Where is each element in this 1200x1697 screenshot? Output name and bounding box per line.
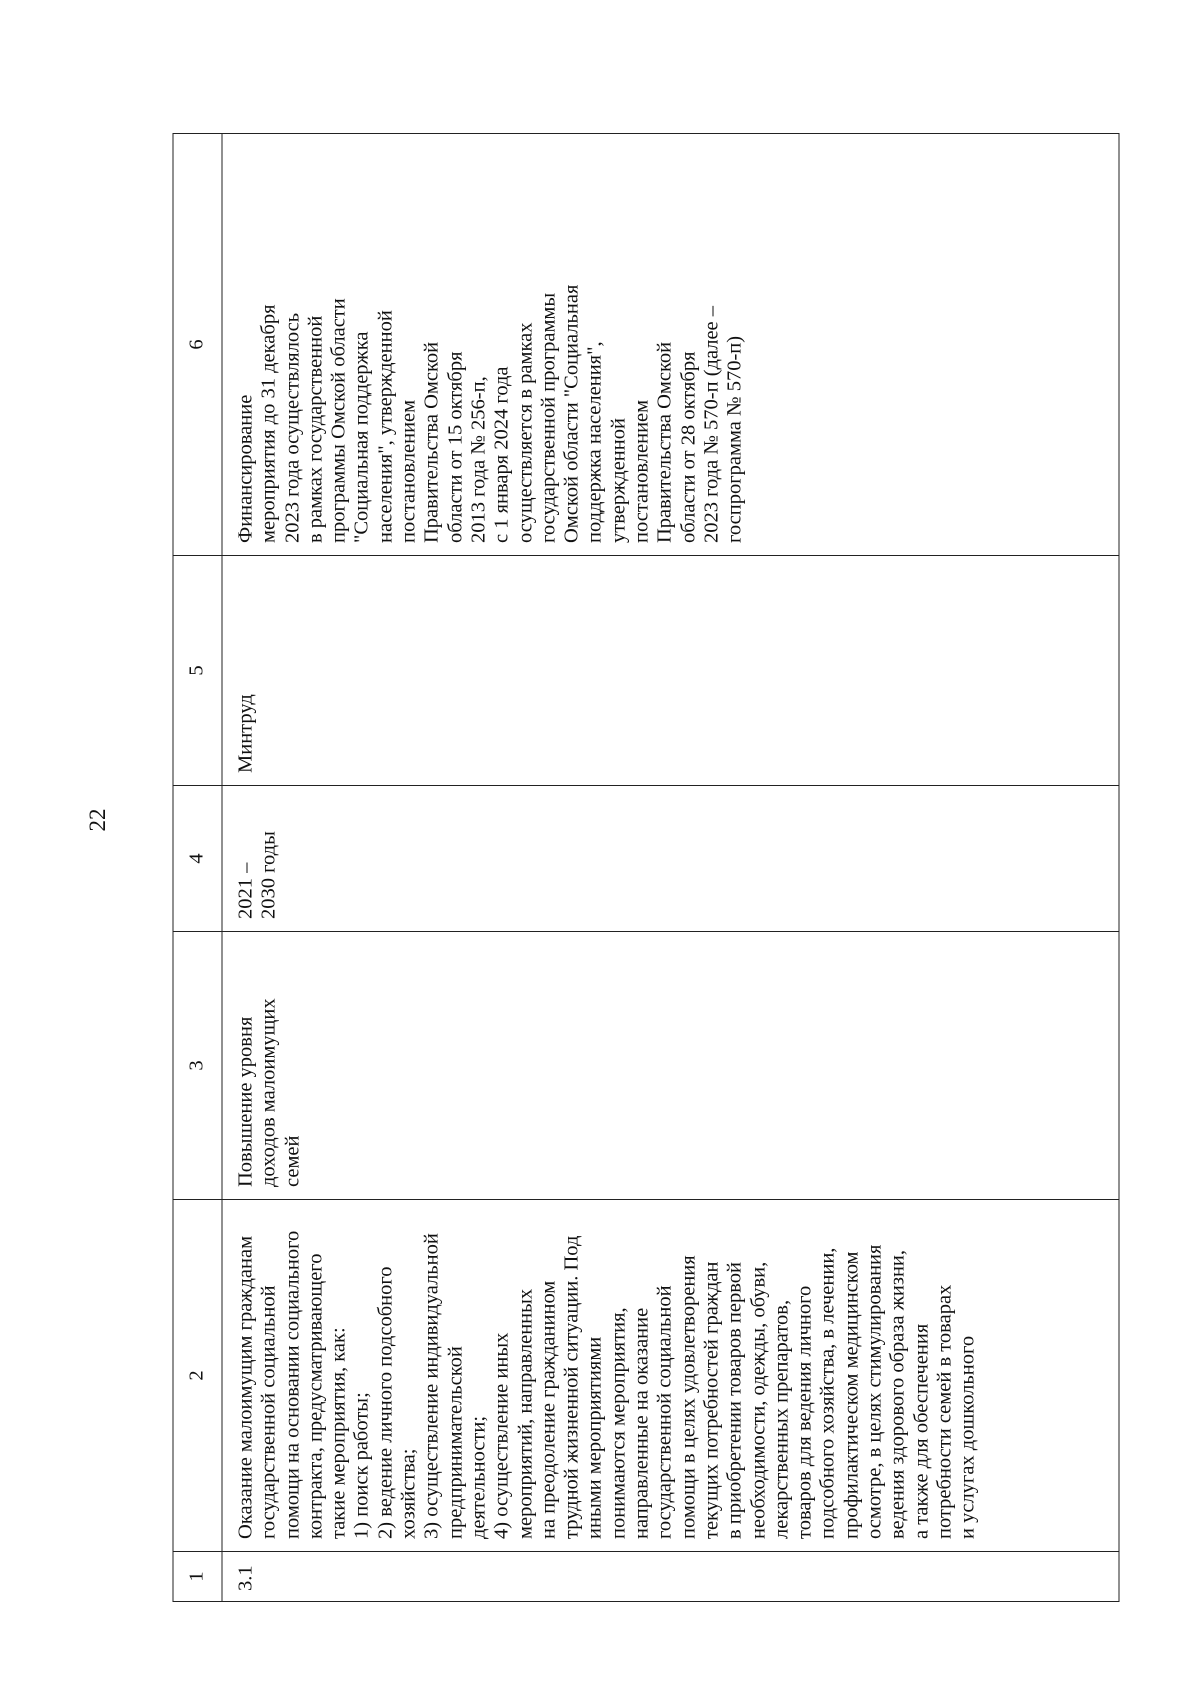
column-header-1: 1 [173,1552,222,1602]
cell-text-line: иными мероприятиями [583,1336,606,1539]
cell-text-line: осуществляется в рамках [514,322,537,543]
cell-text-line: государственной социальной [653,1285,676,1539]
cell-text-line: контракта, предусматривающего [304,1253,327,1539]
cell-text-line: понимаются мероприятия, [607,1307,630,1539]
goal-cell [222,932,1119,1200]
cell-text-line: постановлением [397,399,420,543]
page-number: 22 [85,808,110,832]
measures-table [173,133,1120,1602]
cell-text-line: предпринимательской [444,1346,467,1539]
cell-text-line: 2023 года осуществлялось [281,312,304,543]
cell-text-line: на преодоление гражданином [537,1280,560,1539]
cell-text-line: 4) осуществление иных [490,1332,513,1539]
cell-text-line: в приобретении товаров первой [723,1262,746,1539]
cell-text-line: области от 28 октября [677,351,700,543]
cell-text-line: с 1 января 2024 года [490,366,513,543]
cell-text-line: Оказание малоимущим гражданам [234,1235,257,1539]
period-cell [222,786,1119,932]
cell-text-line: подсобного хозяйства, в лечении, [816,1247,839,1539]
column-header-3: 3 [173,932,222,1200]
financing-note-cell [222,134,1119,556]
cell-text-line: в рамках государственной [304,315,327,543]
cell-text-line: помощи в целях удовлетворения [677,1255,700,1539]
cell-text-line: постановлением [630,399,653,543]
cell-text-line: лекарственных препаратов, [770,1299,793,1539]
rotated-table-container [173,134,1120,1602]
cell-text-line: мероприятий, направленных [514,1288,537,1539]
cell-text-line: 2021 – [234,862,257,919]
cell-text-line: необходимости, одежды, обуви, [747,1261,770,1539]
cell-text-line: государственной программы [537,292,560,543]
cell-text-line: осмотре, в целях стимулирования [863,1244,886,1539]
responsible-cell [222,556,1119,786]
table-row [222,134,1119,1602]
cell-text-line: поддержка населения", [583,341,606,543]
cell-text-line: государственной социальной [257,1285,280,1539]
measure-description-cell [222,1200,1119,1552]
cell-text-line: профилактическом медицинском [840,1251,863,1539]
cell-text-line: потребности семей в товарах [933,1284,956,1539]
cell-text-line: Правительства Омской [653,341,676,543]
cell-text-line: товаров для ведения личного [793,1285,816,1539]
cell-text-line: Правительства Омской [420,341,443,543]
column-header-5: 5 [173,556,222,786]
cell-text-line: "Социальная поддержка [350,331,373,543]
cell-text-line: 2030 годы [257,831,280,919]
cell-text-line: госпрограмма № 570-п) [723,335,746,543]
cell-text-line: Омской области "Социальная [560,284,583,543]
cell-text-line: области от 15 октября [444,351,467,543]
table-header-row [173,134,222,1602]
cell-text-line: населения", утвержденной [374,310,397,543]
column-header-6: 6 [173,134,222,556]
cell-text-line: Повышение уровня [234,1016,257,1187]
cell-text-line: деятельности; [467,1415,490,1539]
cell-text-line: 2023 года № 570-п (далее – [700,305,723,543]
cell-text-line: такие мероприятия, как: [327,1327,350,1539]
cell-text-line: трудной жизненной ситуации. Под [560,1235,583,1539]
cell-text-line: помощи на основании социального [281,1230,304,1539]
cell-text-line: ведения здорового образа жизни, [886,1249,909,1539]
cell-text-line: 2013 года № 256-п, [467,376,490,543]
cell-text-line: мероприятия до 31 декабря [257,304,280,543]
row-number: 3.1 [234,1565,257,1591]
column-header-4: 4 [173,786,222,932]
cell-text-line: доходов малоимущих [257,998,280,1187]
cell-text-line: программы Омской области [327,298,350,543]
cell-text-line: 1) поиск работы; [350,1392,373,1539]
cell-text-line: а также для обеспечения [910,1323,933,1539]
cell-text-line: и услугах дошкольного [956,1335,979,1539]
column-header-2: 2 [173,1200,222,1552]
cell-text-line: утвержденной [607,418,630,543]
cell-text-line: направленные на оказание [630,1307,653,1539]
cell-text-line: 2) ведение личного подсобного [374,1266,397,1539]
row-number-cell [222,1552,1119,1602]
cell-text-line: 3) осуществление индивидуальной [420,1233,443,1539]
cell-text-line: семей [281,1135,304,1187]
cell-text-line: текущих потребностей граждан [700,1261,723,1539]
cell-text-line: хозяйства; [397,1448,420,1539]
cell-text-line: Финансирование [234,394,257,543]
cell-text-line: Минтруд [234,694,257,773]
